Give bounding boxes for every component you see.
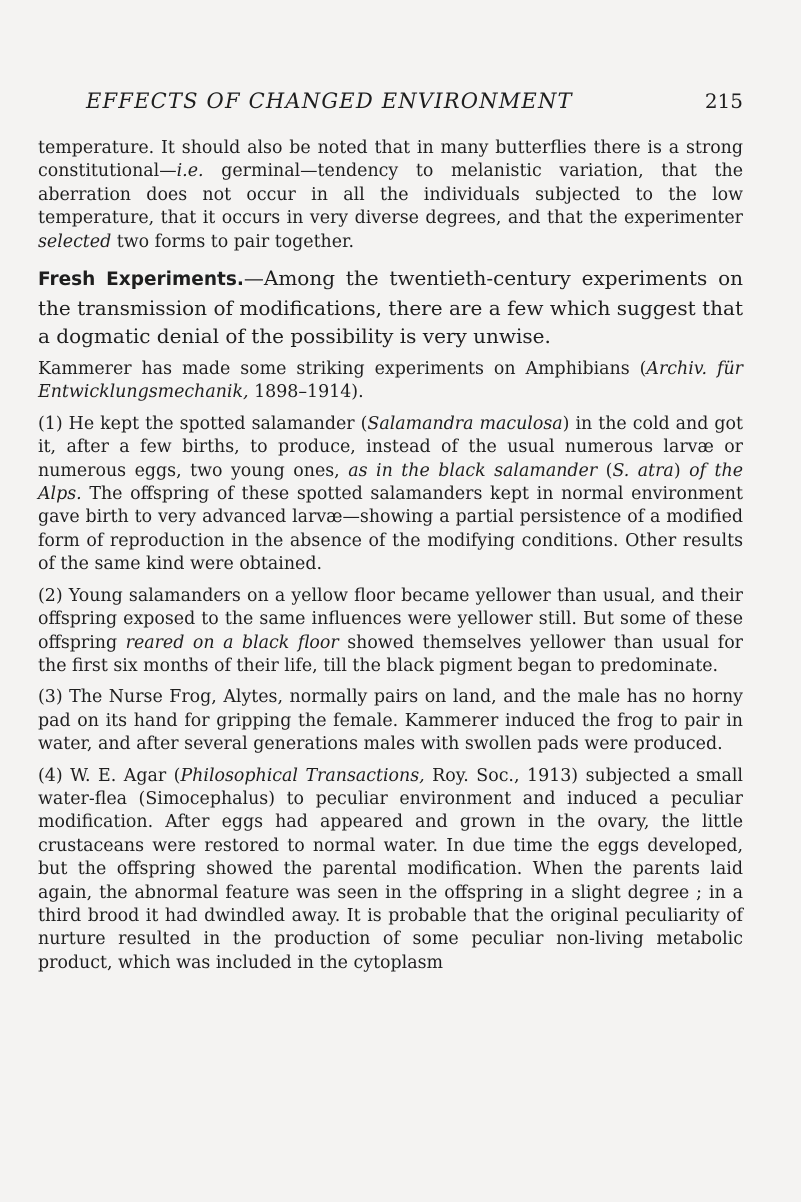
paragraph-experiment-4: (4) W. E. Agar (Philosophical Transactions, Roy. Soc., 1913) subjected a small water-flea (Simocephalus) to peculiar environment and induced a peculiar modification. After eggs had appeared and grown in the ovary, the little crustaceans were restored to normal water. In due time the eggs developed, but the offspring showed the parental modification. When the parents laid again, the abnormal feature was seen in the offspring in a slight degree ; in a third brood it had dwindled away. It is probable that the original peculiarity of nurture resulted in the production of some peculiar non-living metabolic product, which was included in the cytoplasm	[38, 765, 743, 973]
running-title: EFFECTS OF CHANGED ENVIRONMENT	[86, 89, 573, 113]
paragraph-experiment-3: (3) The Nurse Frog, Alytes, normally pairs on land, and the male has no horny pad on its hand for gripping the female. Kammerer induced the frog to pair in water, and after several generations males with swollen pads were produced.	[38, 687, 743, 755]
running-head	[38, 89, 743, 119]
paragraph-intro: temperature. It should also be noted that in many butterflies there is a strong constitutional—i.e. germinal—tendency to melanistic variation, that the aberration does not occur in all the individuals subjected to the low temperature, that it occurs in very diverse degrees, and that the experimenter selected two forms to pair together.	[38, 138, 743, 252]
paragraph-experiment-1: (1) He kept the spotted salamander (Salamandra maculosa) in the cold and got it, after a few births, to produce, instead of the usual numerous larvæ or numerous eggs, two young ones, as in the black salamander (S. atra) of the Alps. The offspring of these spotted salamanders kept in normal environment gave birth to very advanced larvæ—showing a partial persistence of a modified form of reproduction in the absence of the modifying conditions. Other results of the same kind were obtained.	[38, 413, 744, 575]
paragraph-kammerer: Kammerer has made some striking experiments on Amphibians (Archiv. für Entwicklungsmechanik, 1898–1914).	[38, 359, 743, 403]
page-body	[38, 137, 743, 983]
paragraph-fresh-experiments: Fresh Experiments.—Among the twentieth-century experiments on the transmission of modifications, there are a few which suggest that a dogmatic denial of the possibility is very unwise.	[38, 266, 743, 349]
page-number: 215	[704, 89, 743, 113]
section-heading: Fresh Experiments.	[38, 269, 244, 291]
paragraph-experiment-2: (2) Young salamanders on a yellow floor became yellower than usual, and their offspring exposed to the same influences were yellower still. But some of these offspring reared on a black floor showed themselves yellower than usual for the first six months of their life, till the black pigment began to predominate.	[38, 585, 743, 676]
